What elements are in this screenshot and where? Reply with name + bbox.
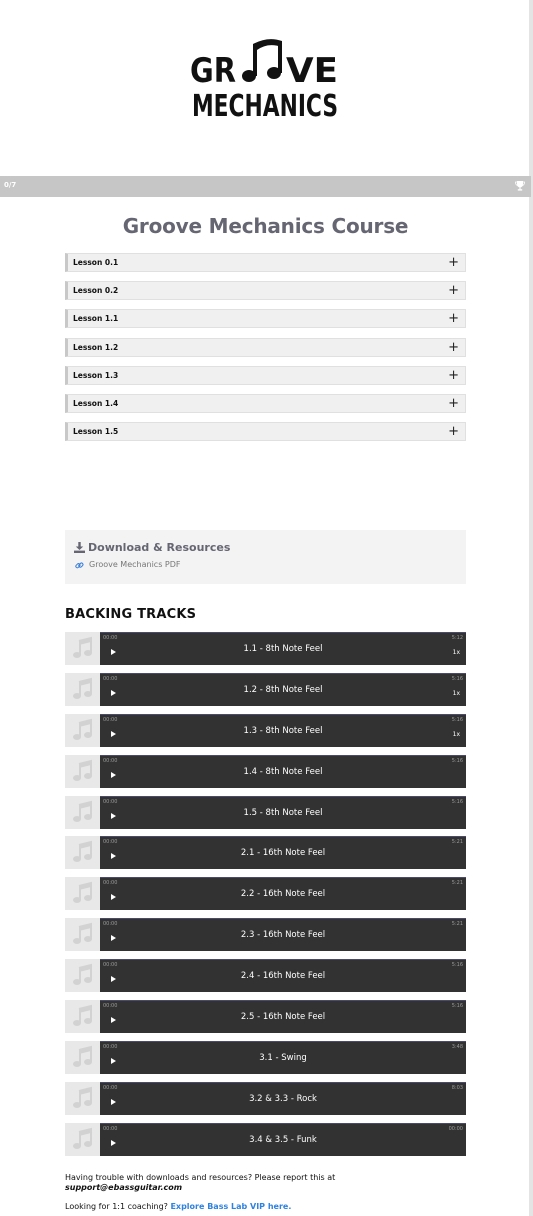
playback-speed-button[interactable]: 1x — [452, 689, 460, 697]
track-row — [65, 1123, 466, 1156]
track-thumbnail — [65, 796, 100, 829]
lesson-item[interactable] — [65, 394, 466, 413]
lesson-item[interactable] — [65, 338, 466, 357]
audio-player[interactable] — [100, 1041, 466, 1074]
track-title: 2.1 - 16th Note Feel — [240, 848, 326, 859]
pdf-download-link[interactable]: Groove Mechanics PDF — [89, 560, 181, 569]
music-note-icon — [73, 1088, 92, 1109]
current-time: 00:00 — [103, 1043, 118, 1050]
music-note-icon — [73, 802, 92, 823]
track-duration: 5:16 — [451, 716, 463, 723]
audio-player[interactable] — [100, 714, 466, 747]
support-footer — [65, 1173, 485, 1211]
support-text: Having trouble with downloads and resources? Please report this at — [65, 1173, 336, 1182]
track-title: 1.3 - 8th Note Feel — [243, 725, 323, 736]
resources-panel — [65, 530, 466, 584]
music-note-icon — [242, 39, 282, 82]
support-email-link[interactable]: support@ebassguitar.com — [65, 1183, 183, 1192]
music-note-icon — [73, 1006, 92, 1027]
course-title: Groove Mechanics Course — [122, 214, 409, 238]
lesson-item[interactable] — [65, 309, 466, 328]
current-time: 00:00 — [103, 962, 118, 969]
resources-title: Download & Resources — [88, 541, 231, 554]
track-row — [65, 877, 466, 910]
track-thumbnail — [65, 755, 100, 788]
audio-player[interactable] — [100, 918, 466, 951]
coaching-text: Looking for 1:1 coaching? — [65, 1202, 168, 1211]
course-progress-bar — [0, 176, 531, 197]
bass-lab-vip-link[interactable]: Explore Bass Lab VIP here. — [170, 1202, 292, 1211]
audio-player[interactable] — [100, 877, 466, 910]
audio-player[interactable] — [100, 673, 466, 706]
current-time: 00:00 — [103, 839, 118, 846]
track-title: 1.5 - 8th Note Feel — [243, 807, 323, 818]
track-thumbnail — [65, 877, 100, 910]
track-row — [65, 1041, 466, 1074]
track-duration: 5:16 — [451, 675, 463, 682]
current-time: 00:00 — [103, 880, 118, 887]
music-note-icon — [73, 924, 92, 945]
track-title: 2.4 - 16th Note Feel — [240, 971, 326, 982]
track-thumbnail — [65, 632, 100, 665]
music-note-icon — [73, 883, 92, 904]
music-note-icon — [73, 638, 92, 659]
plus-icon[interactable]: + — [448, 367, 459, 383]
music-note-icon — [73, 761, 92, 782]
track-thumbnail — [65, 714, 100, 747]
current-time: 00:00 — [103, 1003, 118, 1010]
lesson-label: Lesson 0.1 — [73, 258, 119, 267]
current-time: 00:00 — [103, 1125, 118, 1132]
lesson-item[interactable] — [65, 366, 466, 385]
track-duration: 5:21 — [451, 921, 463, 928]
track-thumbnail — [65, 836, 100, 869]
music-note-icon — [73, 720, 92, 741]
track-row — [65, 836, 466, 869]
audio-player[interactable] — [100, 1000, 466, 1033]
music-note-icon — [73, 965, 92, 986]
track-row — [65, 1082, 466, 1115]
plus-icon[interactable]: + — [448, 283, 459, 299]
site-header — [0, 0, 529, 176]
audio-player[interactable] — [100, 796, 466, 829]
svg-text:VE: VE — [286, 51, 338, 91]
plus-icon[interactable]: + — [448, 311, 459, 327]
lesson-label: Lesson 0.2 — [73, 286, 119, 296]
track-row — [65, 755, 466, 788]
audio-player[interactable] — [100, 836, 466, 869]
coaching-line — [65, 1202, 485, 1211]
lesson-label: Lesson 1.3 — [73, 370, 119, 380]
audio-player[interactable] — [100, 755, 466, 788]
lesson-label: Lesson 1.1 — [73, 314, 119, 324]
track-duration: 3:48 — [451, 1043, 463, 1050]
track-row — [65, 918, 466, 951]
backing-tracks-list — [65, 632, 466, 1164]
music-note-icon — [73, 679, 92, 700]
plus-icon[interactable]: + — [448, 339, 459, 355]
current-time: 00:00 — [103, 635, 118, 641]
backing-tracks-title: BACKING TRACKS — [65, 607, 197, 622]
track-thumbnail — [65, 673, 100, 706]
current-time: 00:00 — [103, 798, 118, 805]
track-title: 2.2 - 16th Note Feel — [240, 889, 326, 900]
lesson-item[interactable] — [65, 253, 466, 272]
music-note-icon — [73, 1129, 92, 1150]
progress-count: 0/7 — [4, 181, 17, 189]
track-duration: 5:16 — [451, 1003, 463, 1010]
track-title: 1.4 - 8th Note Feel — [243, 766, 323, 777]
plus-icon[interactable]: + — [448, 255, 459, 270]
current-time: 00:00 — [103, 921, 118, 928]
lesson-label: Lesson 1.2 — [73, 342, 119, 352]
music-note-icon — [73, 1047, 92, 1068]
track-thumbnail — [65, 959, 100, 992]
track-duration: 5:21 — [451, 839, 463, 846]
track-title: 2.5 - 16th Note Feel — [240, 1012, 326, 1023]
plus-icon[interactable]: + — [448, 395, 459, 411]
track-duration: 5:12 — [451, 635, 463, 641]
music-note-icon — [73, 842, 92, 863]
track-row — [65, 959, 466, 992]
lesson-item[interactable] — [65, 422, 466, 441]
track-thumbnail — [65, 1123, 100, 1156]
track-thumbnail — [65, 918, 100, 951]
download-icon — [74, 542, 85, 553]
track-row — [65, 1000, 466, 1033]
track-title: 3.1 - Swing — [259, 1052, 307, 1063]
audio-player[interactable] — [100, 632, 466, 665]
current-time: 00:00 — [103, 716, 118, 723]
current-time: 00:00 — [103, 1084, 118, 1091]
track-duration: 8:03 — [451, 1084, 463, 1091]
track-title: 2.3 - 16th Note Feel — [240, 930, 326, 941]
lesson-label: Lesson 1.5 — [73, 427, 119, 437]
lesson-accordion — [65, 253, 466, 450]
track-thumbnail — [65, 1041, 100, 1074]
track-duration: 5:16 — [451, 757, 463, 764]
playback-speed-button[interactable]: 1x — [452, 649, 460, 656]
svg-text:GR: GR — [190, 51, 236, 91]
current-time: 00:00 — [103, 675, 118, 682]
track-duration: 00:00 — [448, 1125, 463, 1132]
track-duration: 5:21 — [451, 880, 463, 887]
svg-text:MECHANICS: MECHANICS — [192, 89, 338, 124]
audio-player[interactable] — [100, 1082, 466, 1115]
current-time: 00:00 — [103, 757, 118, 764]
track-duration: 5:16 — [451, 798, 463, 805]
plus-icon[interactable]: + — [448, 424, 459, 440]
track-title: 1.2 - 8th Note Feel — [243, 684, 323, 695]
trophy-icon — [515, 180, 525, 192]
track-title: 3.4 & 3.5 - Funk — [249, 1134, 317, 1145]
track-duration: 5:16 — [451, 962, 463, 969]
track-thumbnail — [65, 1000, 100, 1033]
track-row — [65, 632, 466, 665]
track-title: 3.2 & 3.3 - Rock — [249, 1093, 317, 1104]
playback-speed-button[interactable]: 1x — [452, 730, 460, 738]
track-row — [65, 673, 466, 706]
lesson-label: Lesson 1.4 — [73, 398, 119, 408]
lesson-item[interactable] — [65, 281, 466, 300]
track-thumbnail — [65, 1082, 100, 1115]
audio-player[interactable] — [100, 959, 466, 992]
audio-player[interactable] — [100, 1123, 466, 1156]
track-title: 1.1 - 8th Note Feel — [243, 644, 323, 654]
groove-mechanics-logo[interactable] — [190, 38, 340, 124]
track-row — [65, 796, 466, 829]
link-icon — [75, 561, 84, 570]
track-row — [65, 714, 466, 747]
